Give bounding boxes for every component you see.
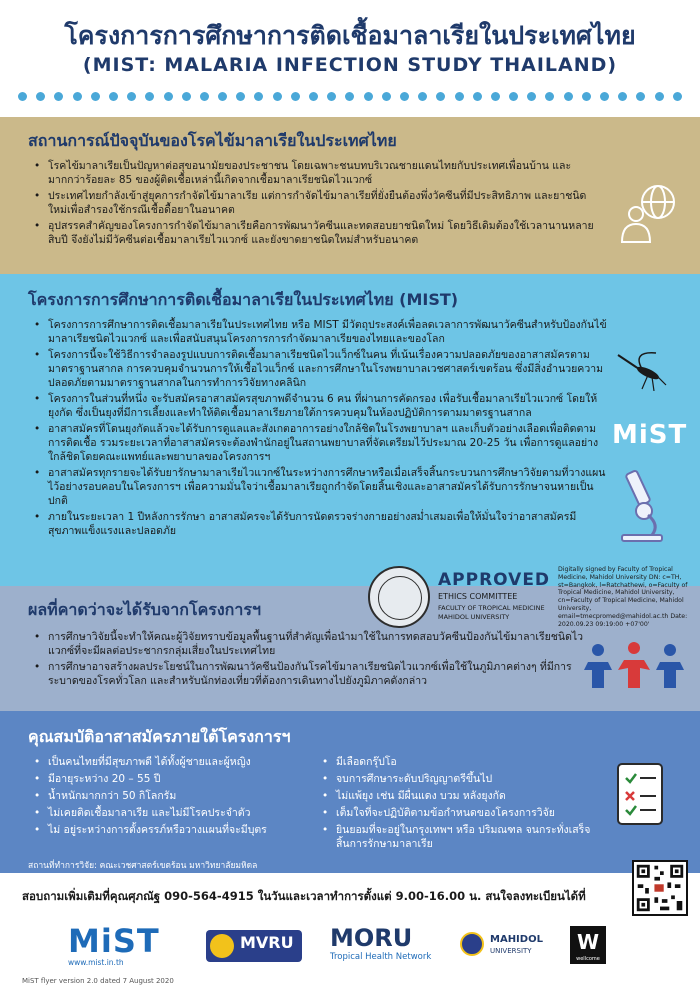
university-label: MAHIDOL UNIVERSITY — [438, 613, 510, 621]
moru-logo — [330, 924, 431, 962]
qualifications-left-list — [34, 755, 314, 840]
situation-list — [34, 159, 604, 249]
list-item: • ไม่แพ้ยุง เช่น มีผื่นแดง บวม หลังยุงกัด — [322, 789, 598, 803]
faculty-label: FACULTY OF TROPICAL MEDICINE — [438, 604, 545, 612]
list-item: • เป็นคนไทยที่มีสุขภาพดี ได้ทั้งผู้ชายและผู้หญิง — [34, 755, 314, 769]
mist-logo — [68, 924, 160, 967]
qualifications-right-list — [322, 755, 598, 854]
ethics-approval-stamp — [368, 566, 688, 630]
section-current-situation — [0, 117, 700, 274]
mist-url: www.mist.in.th — [68, 958, 124, 967]
partner-logos — [0, 922, 700, 974]
mist-wordmark: MiST — [68, 922, 160, 960]
section-title: คุณสมบัติอาสาสมัครภายใต้โครงการฯ — [28, 727, 291, 746]
list-item: • ไม่เคยติดเชื้อมาลาเรีย และไม่มีโรคประจำตัว — [34, 806, 314, 820]
wellcome-logo — [570, 926, 606, 964]
committee-label: ETHICS COMMITTEE — [438, 592, 518, 601]
mahidol-subtitle: UNIVERSITY — [490, 947, 532, 955]
list-item: • จบการศึกษาระดับปริญญาตรีขึ้นไป — [322, 772, 598, 786]
list-item: • น้ำหนักมากกว่า 50 กิโลกรัม — [34, 789, 314, 803]
list-item: • อาสาสมัครทุกรายจะได้รับยารักษามาลาเรียไวแวกซ์ในระหว่างการศึกษาหรือเมื่อเสร็จสิ้นกระบวนการศึกษาวิจัยตามที่วางแผนไว้อย่างรอบคอบในโครงการฯ เพื่อความมั่นใจว่าเชื้อมาลาเรียถูกกำจัดโดยสิ้นเชิงและอาสาสมัครได้รับการรักษาจนหายเป็นปกติ — [34, 466, 608, 508]
mahidol-emblem-icon — [460, 932, 484, 956]
list-item: • อาสาสมัครที่โดนยุงกัดแล้วจะได้รับการดูแลและสังเกตอาการอย่างใกล้ชิดในโรงพยาบาลฯ และเก็บตัวอย่างเลือดเพื่อติดตามการติดเชื้อ รวมระยะเวลาที่อาสาสมัครจะต้องพำนักอยู่ในสถานพยาบาลที่จัดเตรียมไว้ประมาณ 20-25 วัน เพื่อการดูแลอย่างใกล้ชิดโดยคณะแพทย์และพยาบาลของโครงการฯ — [34, 422, 608, 464]
dot-divider — [18, 92, 682, 102]
approved-label: APPROVED — [438, 570, 551, 590]
mvru-wordmark: MVRU — [240, 933, 294, 952]
section-title: โครงการการศึกษาการติดเชื้อมาลาเรียในประเทศไทย (MIST) — [28, 290, 459, 309]
contact-info: สอบถามเพิ่มเติมที่คุณศุภณัฐ 090-564-4915 ในวันและเวลาทำการตั้งแต่ 9.00-16.00 น. สนใจลงทะเบียนได้ที่ — [22, 889, 586, 903]
list-item: • เต็มใจที่จะปฏิบัติตามข้อกำหนดของโครงการวิจัย — [322, 806, 598, 820]
list-item: • ประเทศไทยกำลังเข้าสู่ยุคการกำจัดไข้มาลาเรีย แต่การกำจัดไข้มาลาเรียที่ยั่งยืนต้องพึ่งวัคซีนที่มีประสิทธิภาพ และยาชนิดใหม่เพื่อสำรองใช้กรณีเชื้อดื้อยาในอนาคต — [34, 189, 604, 217]
university-seal-icon — [368, 566, 430, 628]
digital-signature: Digitally signed by Faculty of Tropical Medicine, Mahidol University DN: c=TH, st=Bangkok, l=Ratchathewi, o=Faculty of Tropical Medicine, Mahidol University, cn=Faculty of Tropical Medicine, Mahidol University, email=tmecpromed@mahidol.ac.th Date: 2020.09.23 09:19:00 +07'00' — [558, 566, 688, 628]
list-item: • มีอายุระหว่าง 20 – 55 ปี — [34, 772, 314, 786]
wellcome-label: wellcome — [576, 956, 600, 962]
flyer-version: MiST flyer version 2.0 dated 7 August 2020 — [22, 977, 174, 985]
list-item: • ภายในระยะเวลา 1 ปีหลังการรักษา อาสาสมัครจะได้รับการนัดตรวจร่างกายอย่างสม่ำเสมอเพื่อให้มั่นใจว่าอาสาสมัครมีสุขภาพแข็งแรงและปลอดภัย — [34, 510, 608, 538]
page-title-thai: โครงการการศึกษาการติดเชื้อมาลาเรียในประเทศไทย — [64, 21, 636, 50]
mvru-logo — [206, 930, 302, 962]
list-item: • โครงการนี้จะใช้วิธีการจำลองรูปแบบการติดเชื้อมาลาเรียชนิดไวแว็กซ์ในคน ที่เน้นเรื่องความปลอดภัยของอาสาสมัครตามมาตราฐานสากล การควบคุมจำนวนการให้เชื้อไวแว็กซ์ และการศึกษาในโรงพยาบาลเวชศาสตร์เขตร้อน ซึ่งมีสิ่งอำนวยความปลอดภัยตามมาตราฐานสากลในการทำการวิจัยทางคลินิก — [34, 348, 608, 390]
globe-person-icon — [618, 180, 682, 244]
section-title: สถานการณ์ปัจจุบันของโรคไข้มาลาเรียในประเทศไทย — [28, 131, 397, 150]
moru-wordmark: MORU — [330, 924, 413, 952]
people-group-icon — [584, 640, 684, 690]
list-item: • การศึกษาอาจสร้างผลประโยชน์ในการพัฒนาวัคซีนป้องกันโรคไข้มาลาเรียชนิดไวแวกซ์เพื่อใช้ในภูมิภาคต่างๆ ที่มีการระบาดของโรคทั่วโลก และสำหรับนักท่องเที่ยวที่ต้องการเดินทางไปยังภูมิภาคดังกล่าว — [34, 660, 594, 688]
page-title-english: (MIST: MALARIA INFECTION STUDY THAILAND) — [82, 54, 618, 76]
mosquito-icon — [612, 345, 668, 391]
list-item: • ไม่ อยู่ระหว่างการตั้งครรภ์หรือวางแผนที่จะมีบุตร — [34, 823, 314, 837]
moru-subtitle: Tropical Health Network — [330, 952, 432, 962]
list-item: • โครงการการศึกษาการติดเชื้อมาลาเรียในประเทศไทย หรือ MIST มีวัตถุประสงค์เพื่อลดเวลาการพัฒนาวัคซีนสำหรับป้องกันไข้มาลาเรียชนิดไวแวกซ์ และเพื่อสนับสนุนโครงการการกำจัดมาลาเรียของไทยและของโลก — [34, 318, 608, 346]
section-title: ผลที่คาดว่าจะได้รับจากโครงการฯ — [28, 600, 261, 619]
results-list — [34, 630, 594, 690]
research-location: สถานที่ทำการวิจัย: คณะเวชศาสตร์เขตร้อน มหาวิทยาลัยมหิดล — [28, 861, 258, 871]
list-item: • การศึกษาวิจัยนี้จะทำให้คณะผู้วิจัยทราบข้อมูลพื้นฐานที่สำคัญเพื่อนำมาใช้ในการทดสอบวัคซีนป้องกันไข้มาลาเรียชนิดไวแวกซ์ที่จะมีผลต่อประชากรกลุ่มเสี่ยงในประเทศไทย — [34, 630, 594, 658]
list-item: • โรคไข้มาลาเรียเป็นปัญหาต่อสุขอนามัยของประชาชน โดยเฉพาะชนบทบริเวณชายแดนไทยกับประเทศเพื่อนบ้าน และมากกว่าร้อยละ 85 ของผู้ติดเชื้อเหล่านี้เกิดจากเชื้อมาลาเรียชนิดไวแวกซ์ — [34, 159, 604, 187]
section-mist-project — [0, 274, 700, 586]
qr-code-icon[interactable] — [632, 860, 688, 916]
list-item: • ยินยอมที่จะอยู่ในกรุงเทพฯ หรือ ปริมณฑล จนกระทั่งเสร็จสิ้นการรักษามาลาเรีย — [322, 823, 598, 851]
mist-brand-mark: MiST — [612, 420, 688, 450]
list-item: • อุปสรรคสำคัญของโครงการกำจัดไข้มาลาเรียคือการพัฒนาวัคซีนและทดสอบยาชนิดใหม่ โดยวิธีเดิมต้องใช้เวลานานหลายสิบปี จึงยังไม่มีวัคซีนต่อเชื้อมาลาเรียไวแวกซ์ และยังขาดยาชนิดใหม่สำหรับอนาคต — [34, 219, 604, 247]
section-volunteer-qualifications — [0, 711, 700, 873]
header — [0, 0, 700, 88]
mahidol-wordmark: MAHIDOL — [490, 934, 543, 945]
wellcome-mark: W — [576, 930, 600, 954]
project-list — [34, 318, 608, 540]
microscope-icon — [608, 465, 668, 545]
list-item: • มีเลือดกรุ๊ปโอ — [322, 755, 598, 769]
mvru-emblem-icon — [210, 934, 234, 958]
checklist-icon — [612, 760, 672, 830]
list-item: • โครงการในส่วนที่หนึ่ง จะรับสมัครอาสาสมัครสุขภาพดีจำนวน 6 คน ที่ผ่านการคัดกรอง เพื่อรับเชื้อมาลาเรียไวแวกซ์ โดยให้ยุงกัด ซึ่งเป็นยุงที่มีการเลี้ยงและทำให้ติดเชื้อมาลาเรียภายใต้การควบคุมในห้องปฏิบัติการตามมาตรฐานสากล — [34, 392, 608, 420]
